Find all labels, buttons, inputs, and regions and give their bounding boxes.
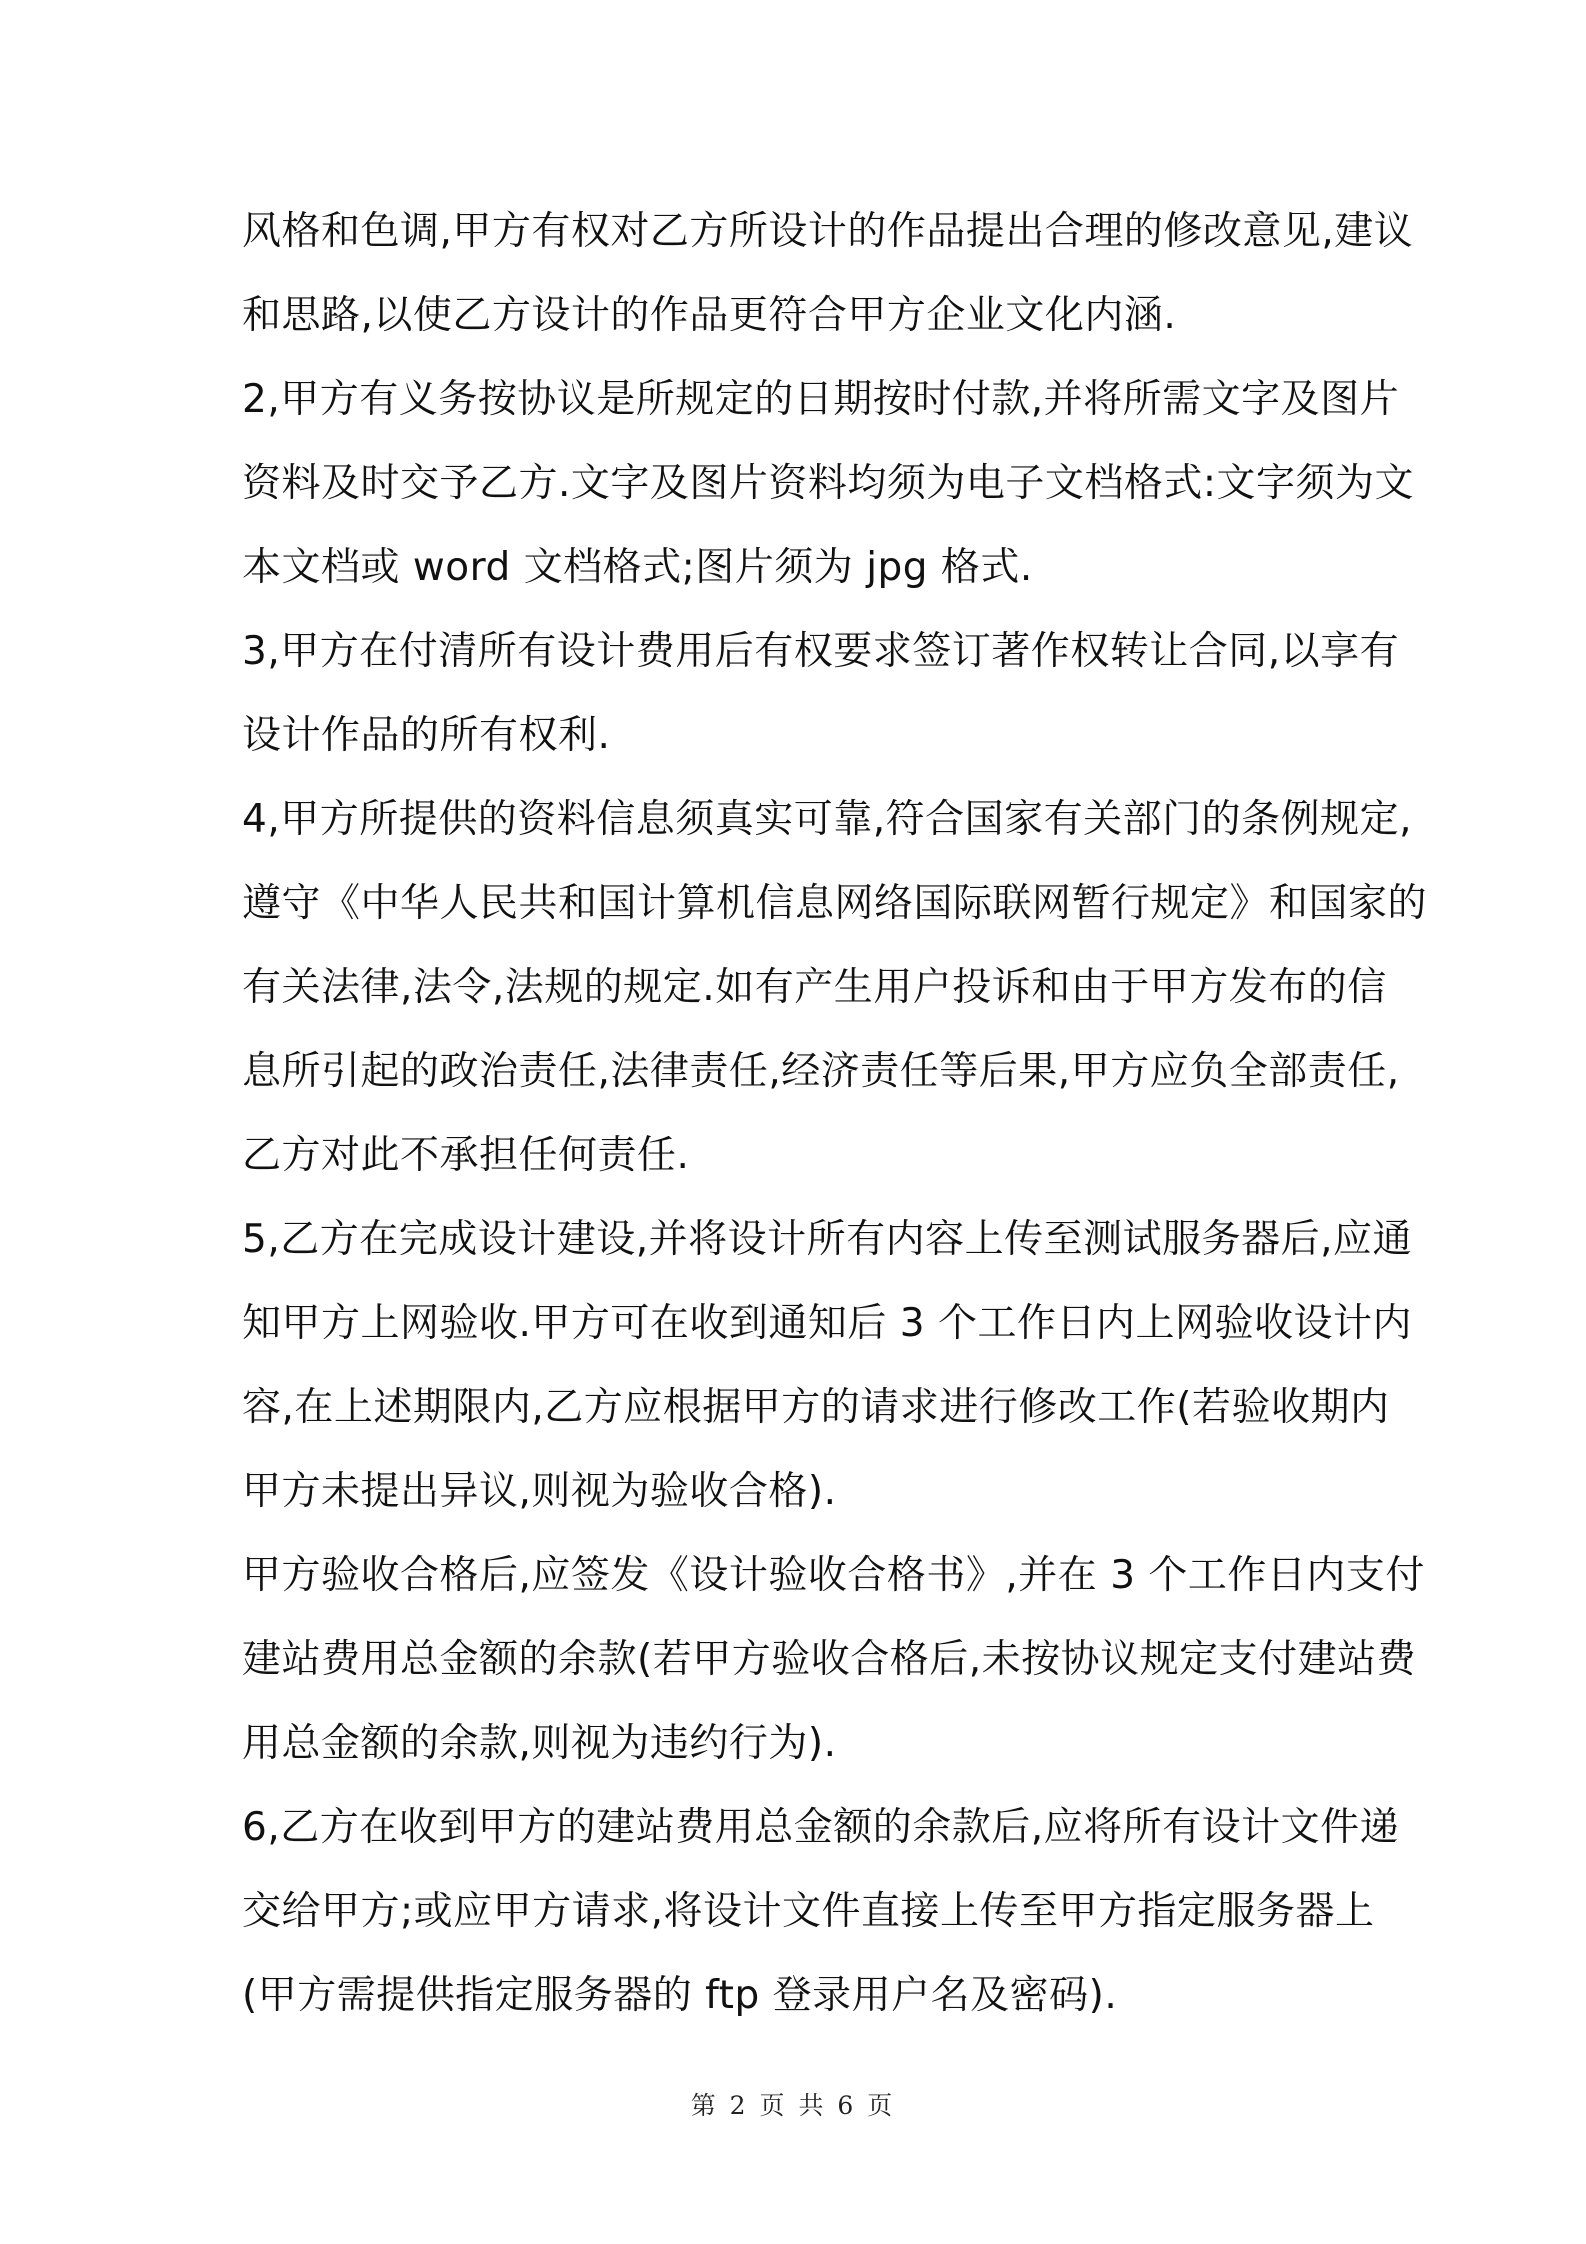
text-line: 6,乙方在收到甲方的建站费用总金额的余款后,应将所有设计文件递: [242, 1805, 1400, 1850]
text-line: 设计作品的所有权利.: [242, 713, 611, 758]
text-line: 建站费用总金额的余款(若甲方验收合格后,未按协议规定支付建站费: [242, 1637, 1417, 1682]
text-line: 知甲方上网验收.甲方可在收到通知后 3 个工作日内上网验收设计内: [242, 1301, 1413, 1346]
text-line: 用总金额的余款,则视为违约行为).: [242, 1721, 837, 1766]
text-line: 甲方验收合格后,应签发《设计验收合格书》,并在 3 个工作日内支付: [242, 1553, 1425, 1598]
text-line: 资料及时交予乙方.文字及图片资料均须为电子文档格式:文字须为文: [242, 461, 1415, 506]
document-body: [242, 190, 1428, 2038]
text-line: 乙方对此不承担任何责任.: [242, 1133, 690, 1178]
text-line: 2,甲方有义务按协议是所规定的日期按时付款,并将所需文字及图片: [242, 377, 1400, 422]
text-line: 遵守《中华人民共和国计算机信息网络国际联网暂行规定》和国家的: [242, 881, 1428, 926]
text-line: 和思路,以使乙方设计的作品更符合甲方企业文化内涵.: [242, 293, 1177, 338]
text-line: 交给甲方;或应甲方请求,将设计文件直接上传至甲方指定服务器上: [242, 1889, 1375, 1934]
text-line: 3,甲方在付清所有设计费用后有权要求签订著作权转让合同,以享有: [242, 629, 1400, 674]
text-line: 4,甲方所提供的资料信息须真实可靠,符合国家有关部门的条例规定,: [242, 797, 1413, 842]
text-line: 息所引起的政治责任,法律责任,经济责任等后果,甲方应负全部责任,: [242, 1049, 1400, 1094]
text-line: 甲方未提出异议,则视为验收合格).: [242, 1469, 837, 1514]
text-line: 容,在上述期限内,乙方应根据甲方的请求进行修改工作(若验收期内: [242, 1385, 1390, 1430]
text-line: 5,乙方在完成设计建设,并将设计所有内容上传至测试服务器后,应通: [242, 1217, 1413, 1262]
page-number-footer: 第 2 页 共 6 页: [690, 2091, 896, 2120]
text-line: (甲方需提供指定服务器的 ftp 登录用户名及密码).: [242, 1973, 1118, 2018]
text-line: 本文档或 word 文档格式;图片须为 jpg 格式.: [242, 545, 1033, 590]
text-line: 有关法律,法令,法规的规定.如有产生用户投诉和由于甲方发布的信: [242, 965, 1387, 1010]
text-line: 风格和色调,甲方有权对乙方所设计的作品提出合理的修改意见,建议: [242, 209, 1414, 254]
